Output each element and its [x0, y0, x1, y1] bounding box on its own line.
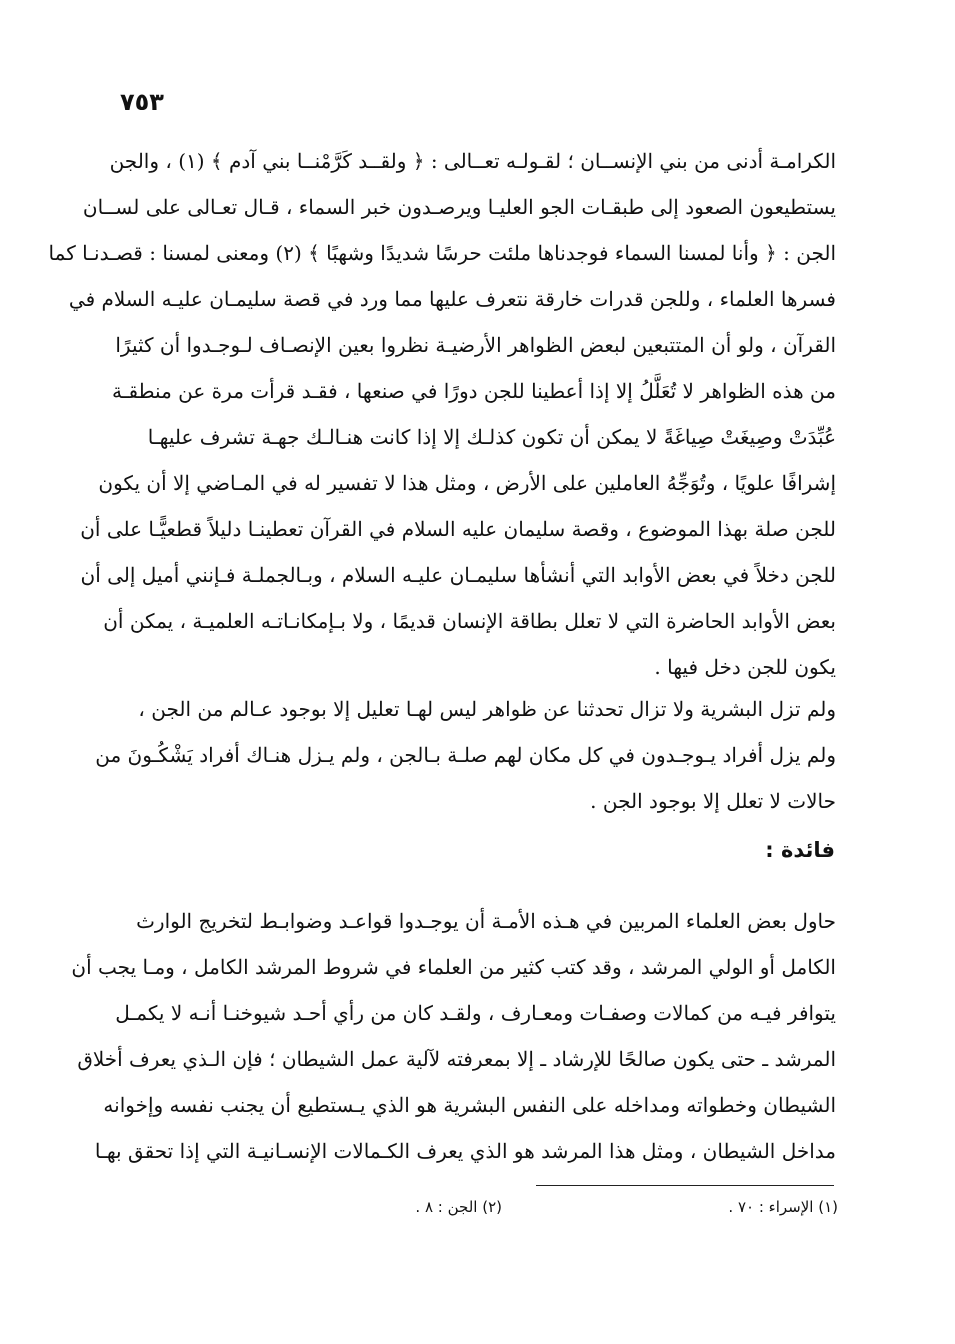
text-line: إشرافًا علويًا ، وتُوَجِّهُ العاملين على الأرض ، ومثل هذا لا تفسير له في المـاضي إلا أن يكون [98, 471, 836, 495]
text-line: الشيطان وخطواته ومداخله على النفس البشرية هو الذي يـستطيع أن يجنب نفسه وإخوانه [103, 1093, 836, 1117]
paragraph-3 [71, 898, 836, 1174]
text-line: المرشد ـ حتى يكون صالحًا للإرشاد ـ إلا بمعرفته لآلية عمل الشيطان ؛ فإن الـذي يعرف أخلاق [77, 1047, 836, 1071]
footnote-2: (٢) الجن : ٨ . [415, 1198, 502, 1216]
text-line: حالات لا تعلل إلا بوجود الجن . [590, 789, 836, 813]
text-line: يتوافر فيـه من كمالات وصفـات ومعـارف ، ولقـد كان من رأي أحـد شيوخنـا أنـه لا يكمـل [115, 1001, 836, 1025]
text-line: الجن : ﴿ وأنا لمسنا السماء فوجدناها ملئت حرسًا شديدًا وشهبًا ﴾ (٢) ومعنى لمسنا : قصـدنـا كما [48, 241, 836, 265]
text-line: حاول بعض العلماء المربين في هـذه الأمـة أن يوجـدوا قواعـد وضوابـط لتخريج الوارث [136, 909, 836, 933]
footnote-1: (١) الإسراء : ٧٠ . [728, 1198, 838, 1216]
text-line: ولم تزل البشرية ولا تزال تحدثنا عن ظواهر ليس لهـا تعليل إلا بوجود عـالم من الجن ، [138, 697, 836, 721]
paragraph-2 [95, 686, 836, 824]
text-line: ولم يزل أفراد يـوجـدون في كل مكان لهم صلـة بـالجن ، ولم يـزل هنـاك أفراد يَشْكُـونَ من [95, 743, 836, 767]
paragraph-1 [48, 138, 836, 690]
text-line: عُبِّدَتْ وصِيغَتْ صِياغَةً لا يمكن أن تكون كذلـك إلا إذا كانت هنـالـك جهـة تشرف عليهـا [147, 425, 836, 449]
text-line: القرآن ، ولو أن المتتبعين لبعض الظواهر الأرضيـة نظروا بعين الإنصـاف لـوجـدوا أن كثيرًا [115, 333, 836, 357]
text-line: مداخل الشيطان ، ومثل هذا المرشد هو الذي يعرف الكـمالات الإنسـانيـة التي إذا تحقق بهـا [94, 1139, 836, 1163]
text-line: فسرها العلماء ، وللجن قدرات خارقة نتعرف عليها مما ورد في قصة سليمـان عليـه السلام في [68, 287, 836, 311]
footnote-divider [536, 1185, 834, 1186]
text-line: الكامل أو الولي المرشد ، وقد كتب كثير من العلماء في شروط المرشد الكامل ، ومـا يجب أن [71, 955, 836, 979]
text-line: من هذه الظواهر لا تُعَلَّلُ إلا إذا أعطينا للجن دورًا في صنعها ، فقـد قرأت مرة عن منطقـة [111, 379, 836, 403]
text-line: الكرامـة أدنى من بني الإنســان ؛ لقـولـه تعــالى : ﴿ ولقــد كَرَّمْنــا بني آدم ﴾ (١) ، والجن [109, 149, 836, 173]
text-line: يكون للجن دخل فيها . [654, 655, 836, 679]
text-line: للجن دخلاً في بعض الأوابد التي أنشأها سليمـان عليـه السلام ، وبـالجملـة فـإنني أميل إلى أن [80, 563, 836, 587]
text-line: بعض الأوابد الحاضرة التي لا تعلل بطاقة الإنسان قديمًا ، ولا بـإمكانـاتـه العلميـة ، يمكن أن [103, 609, 836, 633]
page-number: ٧٥٣ [120, 88, 164, 116]
text-line: يستطيعون الصعود إلى طبقـات الجو العليـا ويرصـدون خبر السماء ، قـال تعـالى على لســان [82, 195, 836, 219]
section-heading: فائدة : [765, 838, 835, 862]
text-line: للجن صلة بهذا الموضوع ، وقصة سليمان عليه السلام في القرآن تعطينـا دليلاً قطعيًّـا على أن [80, 517, 836, 541]
